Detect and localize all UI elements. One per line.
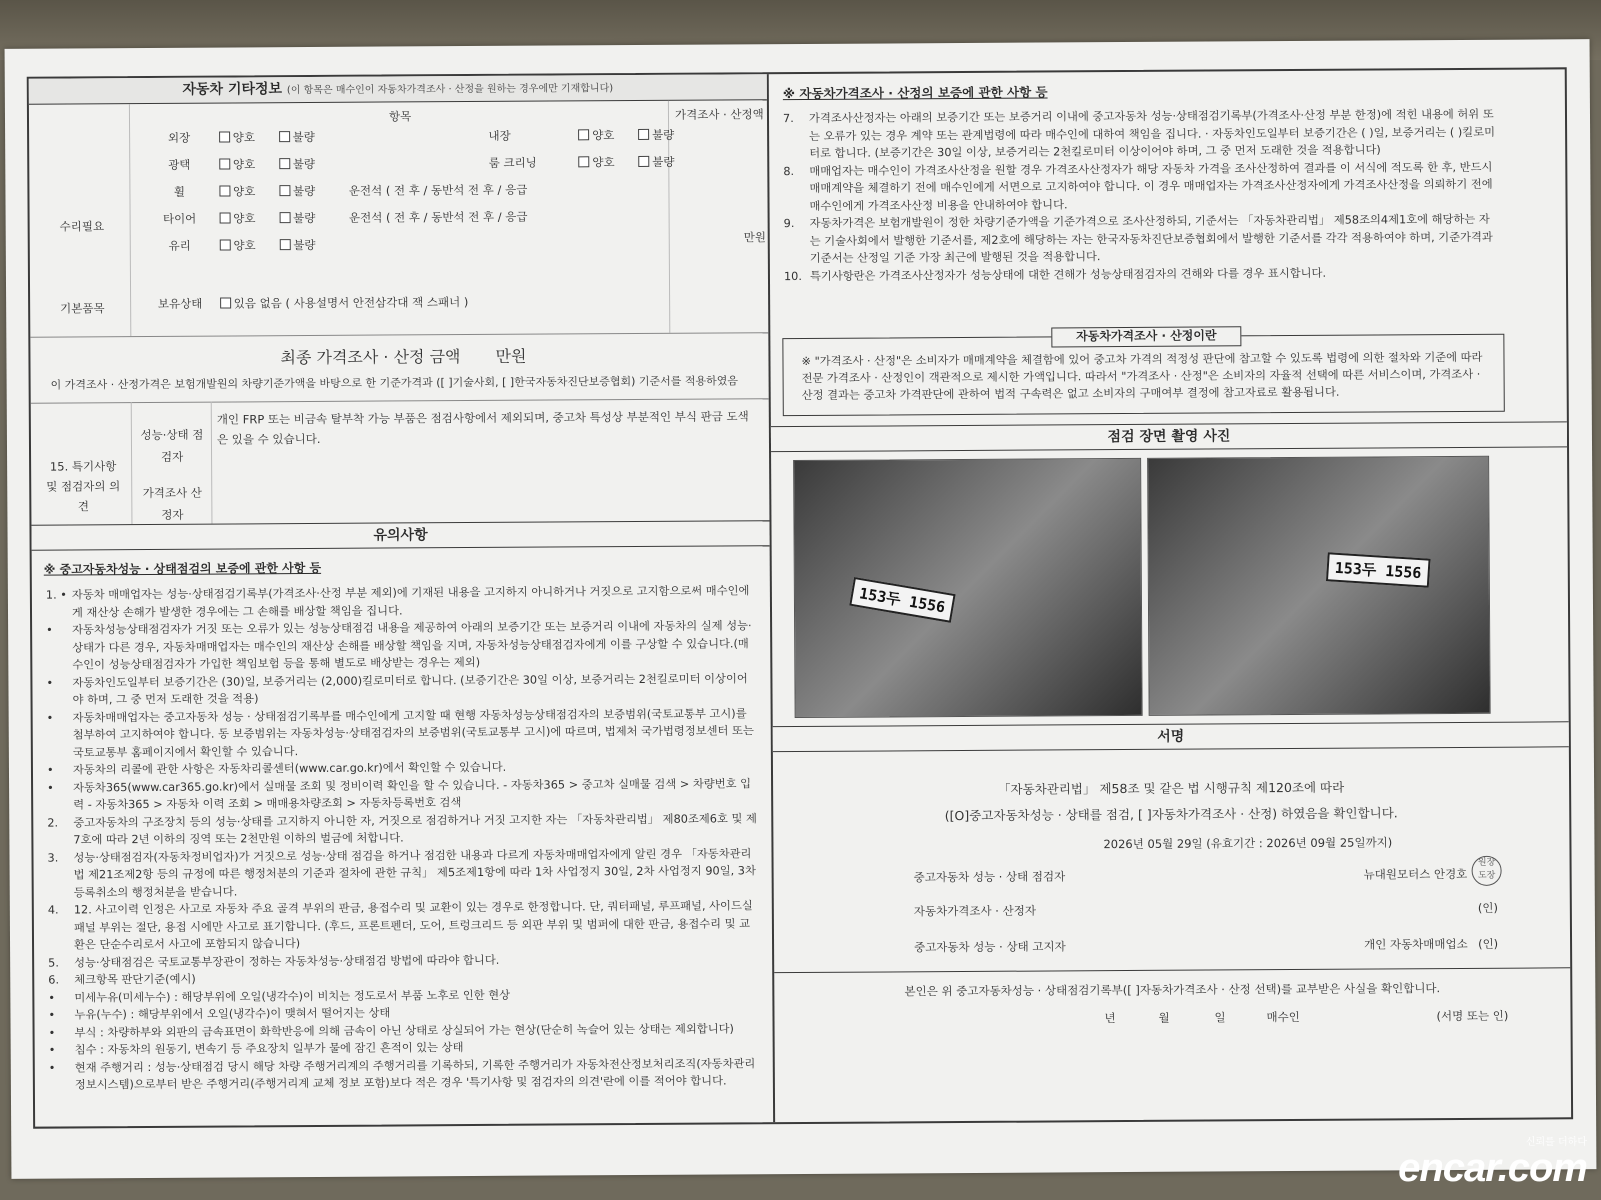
option-label: 불량 [293, 237, 316, 253]
option-label: 불량 [652, 154, 675, 169]
price-unit: 만원 [743, 230, 766, 245]
inspection-photo-angle [1147, 456, 1491, 716]
warranty-title: ※ 중고자동차성능 · 상태점검의 보증에 관한 사항 등 [43, 560, 322, 577]
checkbox[interactable] [578, 129, 589, 140]
checkbox[interactable] [219, 239, 230, 250]
option-label: 불량 [293, 210, 316, 226]
row-tire [150, 209, 528, 238]
list-item: 4. 12. 사고이력 인정은 사고로 자동차 주요 골격 부위의 판금, 용접수리 및 교환이 있는 경우로 한정합니다. 단, 쿼터패널, 루프패널, 사이드실패널 부위는 절단, 용접 시에만 사고로 표기합니다. (후드, 프론트펜더, 도어, 트렁크리드 등 외판 부위 및 범퍼에 대한 판금, 용접수리 및 교환은 단순수리로서 사고에 포함되지 않습니다) [47, 899, 753, 952]
row-name: 보유상태 [157, 296, 203, 311]
checkbox[interactable] [219, 131, 230, 142]
option-label: 양호 [233, 211, 256, 226]
signer-role: 자동차가격조사 · 산정자 [913, 903, 1036, 919]
list-item: • 미세누유(미세누수) : 해당부위에 오일(냉각수)이 비치는 정도로서 부품 노후로 인한 현상 [48, 988, 511, 1005]
receipt-text: 본인은 위 중고자동차성능 · 상태점검기록부([ ]자동차가격조사 · 산정 선택)를 교부받은 사실을 확인합니다. [904, 981, 1441, 999]
appraiser-label: 가격조사 산정자 [142, 485, 202, 522]
form-frame [27, 67, 1573, 1128]
caution-header: 유의사항 [31, 520, 769, 551]
list-item: • 자동차의 리콜에 관한 사항은 자동차리콜센터(www.car.go.kr)에서 확인할 수 있습니다. [46, 760, 507, 777]
list-item: 8. 매매업자는 매수인이 가격조사산정을 원할 경우 가격조사산정자가 해당 자동차 가격을 조사산정하여 결과를 이 서식에 적도록 한 후, 반드시 매매계약을 체결하기 전에 매수인에게 서면으로 고지하여야 합니다. 이 경우 매매업자는 가격조사산정자에게 가격조사산정을 의뢰하기 전에 매수인에게 가격조사산정 비용을 안내하여야 합니다. [783, 160, 1493, 213]
row-glass [150, 237, 316, 265]
list-item: 5. 성능·상태점검은 국토교통부장관이 정하는 자동차성능·상태점검 방법에 따라야 합니다. [48, 953, 500, 970]
definition-title: 자동차가격조사 · 산정이란 [1051, 326, 1241, 347]
checkbox[interactable] [279, 131, 290, 142]
row-name: 휠 [173, 184, 186, 199]
row-wheel [149, 182, 527, 211]
checkbox[interactable] [279, 185, 290, 196]
date-month: 월 [1158, 1010, 1170, 1025]
caution-list [46, 582, 761, 1094]
checkbox[interactable] [638, 129, 649, 140]
final-title: 최종 가격조사 · 산정 금액 [280, 347, 461, 368]
inspector-label: 성능·상태 점검자 [140, 427, 204, 464]
final-price [280, 344, 526, 369]
list-item: • 누유(누수) : 해당부위에서 오일(냉각수)이 맺혀서 떨어지는 상태 [48, 1006, 391, 1022]
list-item: 6. 체크항목 판단기준(예시) [48, 972, 196, 987]
option-label: 양호 [592, 128, 615, 143]
divider [131, 402, 133, 524]
list-item: • 현재 주행거리 : 성능·상태점검 당시 해당 차량 주행거리계의 주행거리를 기록하되, 기록한 주행거리가 자동차전산정보처리조직(자동차관리정보시스템)으로부터 받은 주행거리(주행거리계 교체 정보 포함)보다 적은 경우 '특기사항 및 점검자의 의견'란에 이를 적어야 합니다. [48, 1056, 756, 1092]
inspection-photo-front [793, 458, 1143, 718]
final-unit: 만원 [495, 346, 527, 366]
row-exterior [149, 127, 674, 157]
row-name-2: 룸 크리닝 [488, 155, 537, 170]
signer-role: 중고자동차 성능 · 상태 점검자 [913, 869, 1066, 885]
row-text: 있음 없음 ( 사용설명서 안전삼각대 잭 스패너 ) [233, 295, 469, 311]
option-label: 양호 [233, 184, 256, 199]
info-header-note: (이 항목은 매수인이 자동차가격조사 · 산정을 원하는 경우에만 기재합니다) [286, 83, 614, 97]
col-header-item: 항목 [388, 109, 412, 124]
price-warranty-list [783, 106, 1500, 285]
row-text: 운전석 ( 전 후 / 동반석 전 후 / 응급 [348, 209, 528, 225]
option-label: 불량 [292, 183, 316, 199]
law-line-1: 「자동차관리법」 제58조 및 같은 법 시행규칙 제120조에 따라 [997, 779, 1345, 797]
signer-name: 개인 자동차매매업소 [1364, 936, 1468, 952]
row-name: 타이어 [162, 211, 197, 226]
watermark-brand: encar.com [1398, 1146, 1587, 1190]
option-label: 양호 [232, 157, 256, 172]
signer-role: 중고자동차 성능 · 상태 고지자 [914, 939, 1066, 955]
checkbox[interactable] [220, 297, 231, 308]
row-name: 외장 [167, 130, 191, 145]
checkbox[interactable] [279, 212, 290, 223]
definition-text: ※ "가격조사 · 산정"은 소비자가 매매계약을 체결함에 있어 중고차 가격의 적정성 판단에 참고할 수 있도록 법령에 의한 절차와 기준에 따라 전문 가격조사 · 산정인이 객관적으로 제시한 가액입니다. 따라서 "가격조사 · 산정"은 소비자의 자율적 선택에 따른 서비스이며, 가격조사 · 산정 결과는 중고차 가격판단에 관하여 법적 구속력은 없고 소비자의 구매여부 결정에 참고자료로 활용됩니다. [801, 350, 1483, 402]
option-label: 양호 [233, 238, 256, 253]
buyer-label: 매수인 [1266, 1009, 1300, 1025]
signer-name: 뉴대원모터스 안경호 [1363, 866, 1468, 882]
date-year: 년 [1104, 1011, 1116, 1026]
signature-header: 서명 [773, 721, 1569, 752]
repair-label: 수리필요 [59, 219, 105, 234]
right-column [769, 69, 1571, 1122]
divider [211, 402, 213, 524]
list-item: 9. 자동차가격은 보험개발원이 정한 차량기준가액을 기준가격으로 조사산정하되, 기준서는 「자동차관리법」 제58조의4제1호에 해당하는 자는 기술사회에서 발행한 기준서를, 제2호에 해당하는 자는 한국자동차진단보증협회에서 발행한 기준서를 각각 적용하여야 하며, 기준가격과 기준서는 산정일 기준 가장 최근에 발행된 것을 적용합니다. [783, 212, 1493, 265]
row-name-2: 내장 [488, 128, 511, 143]
option-label: 불량 [292, 156, 316, 172]
checkbox[interactable] [279, 158, 290, 169]
checkbox[interactable] [219, 212, 230, 223]
row-text: 운전석 ( 전 후 / 동반석 전 후 / 응급 [348, 182, 528, 198]
document-sheet [5, 39, 1597, 1179]
encar-watermark [1398, 1133, 1587, 1188]
signature-field[interactable]: (서명 또는 인) [1436, 1008, 1509, 1024]
seal-mark: (인) [1477, 900, 1498, 915]
seal-mark: (인) [1478, 936, 1499, 951]
list-item: 7. 가격조사산정자는 아래의 보증기간 또는 보증거리 이내에 중고자동차 성능·상태점검기록부(가격조사·산정 부분 한정)에 적힌 내용에 허위 또는 오류가 있는 경우 계약 또는 관계법령에 따라 매수인에 대하여 책임을 집니다. · 자동차인도일부터 보증기간은 ( )일, 보증거리는 ( )킬로미터로 합니다. (보증기간은 30일 이상, 보증거리는 2천킬로미터 이상이어야 하며, 그 중 먼저 도래한 것을 적용합니다) [782, 107, 1496, 160]
law-line-2: ([O]중고자동차성능 · 상태를 점검, [ ]자동차가격조사 · 산정) 하였음을 확인합니다. [944, 805, 1398, 824]
list-item: • 자동차365(www.car365.go.kr)에서 실매물 조회 및 정비이력 확인을 할 수 있습니다. - 자동차365 > 중고차 실매물 검색 > 차량번호 입력 - 자동차365 > 자동차 이력 조회 > 매매용차량조회 > 자동차등록번호 검색 [47, 776, 752, 812]
photo-header: 점검 장면 촬영 사진 [771, 421, 1567, 452]
date-day: 일 [1214, 1010, 1226, 1025]
option-label: 양호 [592, 155, 615, 170]
license-plate: 153두 1556 [849, 577, 955, 623]
special-text: 개인 FRP 또는 비금속 탈부착 가능 부품은 점검사항에서 제외되며, 중고차 특성상 부분적인 부식 판금 도색은 있을 수 있습니다. [216, 409, 749, 447]
checkbox[interactable] [219, 158, 230, 169]
basic-label: 기본품목 [60, 301, 105, 316]
info-header-title: 자동차 기타정보 [182, 81, 283, 98]
divider [31, 398, 769, 404]
license-plate: 153두 1556 [1326, 552, 1430, 587]
list-item: • 자동차인도일부터 보증기간은 (30)일, 보증거리는 (2,000)킬로미터로 합니다. (보증기간은 30일 이상, 보증거리는 2천킬로미터 이상이어야 하며, 그 중 먼저 도래한 것을 적용) [46, 671, 748, 707]
list-item: 2. 중고자동차의 구조장치 등의 성능·상태를 고지하지 아니한 자, 거짓으로 점검하거나 거짓 고지한 자는 「자동차관리법」 제80조제6호 및 제7호에 따라 2년 이하의 징역 또는 2천만원 이하의 벌금에 처합니다. [47, 811, 757, 847]
row-name: 광택 [168, 157, 191, 172]
row-name: 유리 [168, 238, 191, 253]
divider [774, 967, 1570, 973]
price-warranty-title: ※ 자동차가격조사 · 산정의 보증에 관한 사항 등 [782, 84, 1048, 102]
law-text [773, 773, 1569, 830]
col-header-price: 가격조사 · 산정액 [674, 107, 764, 122]
checkbox[interactable] [219, 185, 230, 196]
row-possession [150, 294, 468, 323]
list-item: 1. • 자동차 매매업자는 성능·상태점검기록부(가격조사·산정 부분 제외)에 기재된 내용을 고지하지 아니하거나 거짓으로 고지함으로써 매수인에게 재산상 손해가 발생한 경우에는 그 손해를 배상할 책임을 집니다. [45, 584, 750, 619]
list-item: • 부식 : 차량하부와 외판의 금속표면이 화학반응에 의해 금속이 아닌 상태로 상실되어 가는 현상(단순히 녹슬어 있는 상태는 제외합니다) [48, 1021, 734, 1040]
list-item: 3. 성능·상태점검자(자동차정비업자)가 거짓으로 성능·상태 점검을 하거나 점검한 내용과 다르게 자동차매매업자에게 알린 경우 「자동차관리법 제21조제2항 등의 규정에 따른 행정처분의 기준과 절차에 관한 규칙」 제5조제1항에 따라 1차 사업정지 30일, 2차 사업정지 90일, 3차 등록취소의 행정처분을 받습니다. [47, 846, 756, 899]
row-gloss [149, 154, 674, 184]
list-item: • 자동차성능상태점검자가 거짓 또는 오류가 있는 성능상태점검 내용을 제공하여 아래의 보증기간 또는 보증거리 이내에 자동차의 실제 성능·상태가 다른 경우, 자동차매매업자는 매수인의 재산상 손해를 배상할 책임을 지며, 자동차성능상태점검자에게 이를 구상할 수 있습니다.(매수인이 성능상태점검자가 가입한 책임보험 등을 통해 별도로 배상받는 경우는 제외) [46, 619, 752, 672]
left-column [29, 74, 775, 1127]
option-label: 불량 [651, 127, 675, 142]
final-note: 이 가격조사 · 산정가격은 보험개발원의 차량기준가액을 바탕으로 한 기준가격과 ([ ]기술사회, [ ]한국자동차진단보증협회) 기준서를 적용하였음 [50, 374, 739, 392]
special-label: 15. 특기사항 및 점검자의 의견 [46, 459, 121, 514]
seal-stamp: 원장 도장 [1472, 856, 1502, 886]
watermark-tagline: 신뢰를 더하다 [1525, 1137, 1587, 1148]
date-line: 2026년 05월 29일 (유효기간 : 2026년 09월 25일까지) [1103, 835, 1393, 852]
list-item: • 자동차매매업자는 중고자동차 성능 · 상태점검기록부를 매수인에게 고지할 때 현행 자동차성능상태점검자의 보증범위(국토교통부 고시)를 첨부하여 고지하여야 합니다. 동 보증범위는 자동차성능·상태점검자의 보증범위(국토교통부 고시)에 따르며, 법제처 국가법령정보센터 또는 국토교통부 홈페이지에서 확인할 수 있습니다. [46, 706, 754, 759]
definition-box [782, 328, 1504, 416]
checkbox[interactable] [638, 156, 649, 167]
list-item: 10. 특기사항란은 가격조사산정자가 성능상태에 대한 견해가 성능상태점검자의 견해와 다를 경우 표시합니다. [783, 266, 1327, 283]
option-label: 불량 [292, 129, 315, 145]
checkbox[interactable] [279, 239, 290, 250]
checkbox[interactable] [578, 156, 589, 167]
option-label: 양호 [232, 130, 256, 145]
list-item: • 침수 : 자동차의 원동기, 변속기 등 주요장치 일부가 물에 잠긴 흔적이 있는 상태 [48, 1041, 464, 1057]
